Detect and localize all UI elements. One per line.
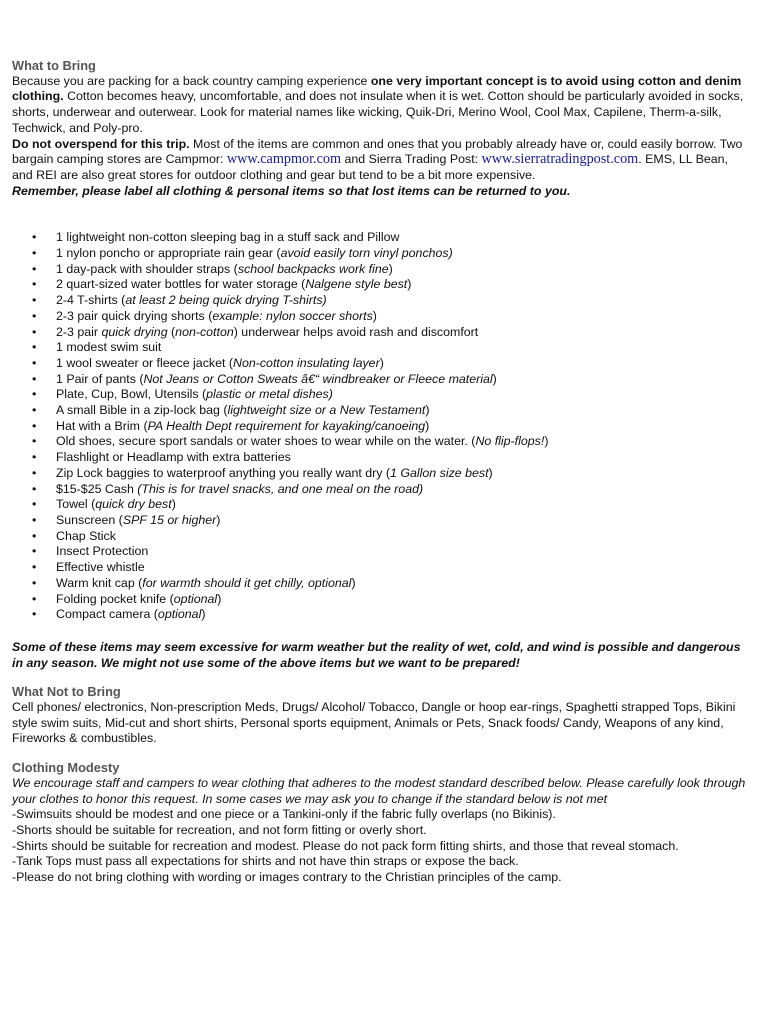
item-note: SPF 15 or higher (122, 512, 217, 527)
item-text: ) (388, 261, 393, 276)
bullet-icon: • (32, 246, 37, 261)
item-text: 1 nylon poncho or appropriate rain gear ( (56, 246, 281, 261)
item-note: quick dry best (95, 497, 172, 512)
modesty-rule: -Swimsuits should be modest and one piece or a Tankini-only if the fabric fully overlaps (no Bikinis). (12, 807, 556, 822)
bullet-icon: • (32, 497, 37, 512)
item-note: quick drying (101, 324, 168, 339)
checklist-item (12, 325, 747, 341)
preparedness-note: Some of these items may seem excessive for warm weather but the reality of wet, cold, and wind is possible and dangerous in any season. We might not use some of the above items but we want to be prepared! (12, 639, 741, 670)
checklist-item (12, 372, 747, 388)
checklist-item (12, 434, 747, 450)
item-text: ) (425, 403, 430, 418)
item-text: ) underwear helps avoid rash and discomfort (233, 324, 479, 339)
checklist-item (12, 592, 747, 608)
spending-text-mid: and Sierra Trading Post: (341, 152, 482, 167)
bullet-icon: • (32, 308, 37, 323)
checklist-item (12, 576, 747, 592)
item-text: Compact camera ( (56, 607, 158, 622)
checklist-item (12, 230, 747, 246)
checklist-item (12, 277, 747, 293)
item-note: avoid easily torn vinyl ponchos) (280, 246, 453, 261)
item-text: ( (167, 324, 176, 339)
bullet-icon: • (32, 324, 37, 339)
checklist-item (12, 513, 747, 529)
packing-checklist (12, 230, 747, 623)
item-text: ) (351, 575, 356, 590)
checklist-item (12, 419, 747, 435)
modesty-intro: We encourage staff and campers to wear clothing that adheres to the modest standard described below. Please carefully look through your clothes to honor this request. In some cases we may ask you to change if the standard below is not met (12, 775, 746, 806)
item-text: ) (171, 497, 176, 512)
item-text: ) (217, 591, 222, 606)
campmor-link[interactable]: www.campmor.com (226, 151, 342, 168)
item-note: No flip-flops! (475, 434, 545, 449)
item-note: for warmth should it get chilly, optional (142, 575, 352, 590)
item-text: 2-3 pair quick drying shorts ( (56, 308, 213, 323)
item-note: at least 2 being quick drying T-shirts) (125, 293, 327, 308)
item-text: ) (544, 434, 549, 449)
item-text: 2 quart-sized water bottles for water storage ( (56, 277, 306, 292)
item-text: 2-3 pair (56, 324, 102, 339)
bullet-icon: • (32, 512, 37, 527)
item-text: Chap Stick (56, 528, 116, 543)
bullet-icon: • (32, 340, 37, 355)
what-to-bring-heading: What to Bring (12, 58, 96, 73)
item-note: 1 Gallon size best (390, 465, 489, 480)
item-text: ) (492, 371, 497, 386)
bullet-icon: • (32, 481, 37, 496)
item-text: ) (488, 465, 493, 480)
item-text: A small Bible in a zip-lock bag ( (56, 403, 228, 418)
item-text: ) (216, 512, 221, 527)
item-note: Not Jeans or Cotton Sweats â€“ windbreaker or Fleece material (143, 371, 493, 386)
checklist-item (12, 466, 747, 482)
item-text: Towel ( (56, 497, 96, 512)
bullet-icon: • (32, 450, 37, 465)
bullet-icon: • (32, 607, 37, 622)
checklist-item (12, 309, 747, 325)
item-note: optional (157, 607, 202, 622)
bullet-icon: • (32, 591, 37, 606)
modesty-rule: -Please do not bring clothing with wording or images contrary to the Christian principles of the camp. (12, 870, 562, 885)
checklist-item (12, 529, 747, 545)
prohibited-items-text: Cell phones/ electronics, Non-prescription Meds, Drugs/ Alcohol/ Tobacco, Dangle or hoop ear-rings, Spaghetti strapped Tops, Bikini style swim suits, Mid-cut and short shirts, Personal sports equipment, Animals or Pets, Snack foods/ Candy, Weapons of any kind, Fireworks & combustibles. (12, 700, 736, 746)
item-text: 1 lightweight non-cotton sleeping bag in a stuff sack and Pillow (56, 230, 400, 245)
sierra-link[interactable]: www.sierratradingpost.com (481, 151, 639, 168)
bullet-icon: • (32, 575, 37, 590)
item-text: ) (425, 418, 430, 433)
item-text: ) (372, 308, 377, 323)
bullet-icon: • (32, 371, 37, 386)
modesty-rules (12, 807, 747, 886)
item-note: optional (173, 591, 218, 606)
item-note: PA Health Dept requirement for kayaking/canoeing (147, 418, 426, 433)
clothing-modesty-heading: Clothing Modesty (12, 760, 120, 776)
bullet-icon: • (32, 418, 37, 433)
spending-text: Most of the items are common and ones that you probably already have or, could easily borrow. Two bargain camping stores are Campmor: (12, 136, 743, 167)
spending-warning: Do not overspend for this trip. (12, 136, 190, 151)
item-text: Hat with a Brim ( (56, 418, 148, 433)
document-page (12, 58, 747, 886)
bullet-icon: • (32, 277, 37, 292)
intro-text-cont: Cotton becomes heavy, uncomfortable, and does not insulate when it is wet. Cotton should be particularly avoided in socks, shorts, underwear and outerwear. Look for material names like wicking, Quik-Dri, Merino Wool, Cool Max, Capilene, Therm-a-silk, Techwick, and Poly-pro. (12, 89, 744, 135)
checklist-item (12, 450, 747, 466)
item-text: 1 modest swim suit (56, 340, 162, 355)
spending-paragraph (12, 137, 747, 184)
checklist-item (12, 246, 747, 262)
modesty-rule: -Shirts should be suitable for recreation and modest. Please do not pack form fitting shirts, and those that reveal stomach. (12, 838, 679, 853)
item-note: plastic or metal dishes) (206, 387, 333, 402)
item-text: ) (201, 607, 206, 622)
item-text: Zip Lock baggies to waterproof anything you really want dry ( (56, 465, 391, 480)
checklist-item (12, 356, 747, 372)
checklist-item (12, 262, 747, 278)
item-note: Nalgene style best (305, 277, 408, 292)
modesty-rule: -Tank Tops must pass all expectations for shirts and not have thin straps or expose the back. (12, 854, 519, 869)
bullet-icon: • (32, 544, 37, 559)
cotton-warning: one very important concept is to avoid using cotton and denim clothing. (12, 73, 742, 104)
intro-text: Because you are packing for a back country camping experience (12, 73, 371, 88)
checklist-item (12, 497, 747, 513)
item-text: Effective whistle (56, 560, 145, 575)
item-text: ) (407, 277, 412, 292)
item-text: Folding pocket knife ( (56, 591, 174, 606)
bullet-icon: • (32, 387, 37, 402)
bullet-icon: • (32, 261, 37, 276)
spending-text-end: . EMS, LL Bean, and REI are also great stores for outdoor clothing and gear but tend to be a bit more expensive. (12, 152, 728, 182)
item-note: non-cotton (175, 324, 234, 339)
item-text: Plate, Cup, Bowl, Utensils ( (56, 387, 207, 402)
checklist-item (12, 544, 747, 560)
item-text: 1 wool sweater or fleece jacket ( (56, 355, 233, 370)
item-text: ) (379, 355, 384, 370)
item-text: Flashlight or Headlamp with extra batteries (56, 450, 291, 465)
item-text: Warm knit cap ( (56, 575, 143, 590)
bullet-icon: • (32, 293, 37, 308)
item-text: 2-4 T-shirts ( (56, 293, 126, 308)
bullet-icon: • (32, 355, 37, 370)
packing-intro-paragraph (12, 74, 747, 137)
item-text: Sunscreen ( (56, 512, 123, 527)
bullet-icon: • (32, 230, 37, 245)
item-note: lightweight size or a New Testament (227, 403, 426, 418)
bullet-icon: • (32, 560, 37, 575)
checklist-item (12, 560, 747, 576)
modesty-rule: -Shorts should be suitable for recreation, and not form fitting or overly short. (12, 822, 427, 837)
checklist-item (12, 482, 747, 498)
checklist-item (12, 403, 747, 419)
item-text: 1 Pair of pants ( (56, 371, 144, 386)
item-note: (This is for travel snacks, and one meal on the road) (137, 481, 424, 496)
item-note: school backpacks work fine (237, 261, 389, 276)
label-reminder: Remember, please label all clothing & personal items so that lost items can be returned to you. (12, 183, 571, 198)
item-text: 1 day-pack with shoulder straps ( (56, 261, 238, 276)
item-text: $15-$25 Cash (56, 481, 138, 496)
bullet-icon: • (32, 528, 37, 543)
checklist-item (12, 293, 747, 309)
what-not-to-bring-heading: What Not to Bring (12, 684, 121, 700)
item-text: Old shoes, secure sport sandals or water shoes to wear while on the water. ( (56, 434, 476, 449)
checklist-item (12, 387, 747, 403)
bullet-icon: • (32, 465, 37, 480)
checklist-item (12, 607, 747, 623)
bullet-icon: • (32, 434, 37, 449)
item-note: Non-cotton insulating layer (233, 355, 380, 370)
bullet-icon: • (32, 403, 37, 418)
item-text: Insect Protection (56, 544, 149, 559)
checklist-item (12, 340, 747, 356)
item-note: example: nylon soccer shorts (212, 308, 373, 323)
